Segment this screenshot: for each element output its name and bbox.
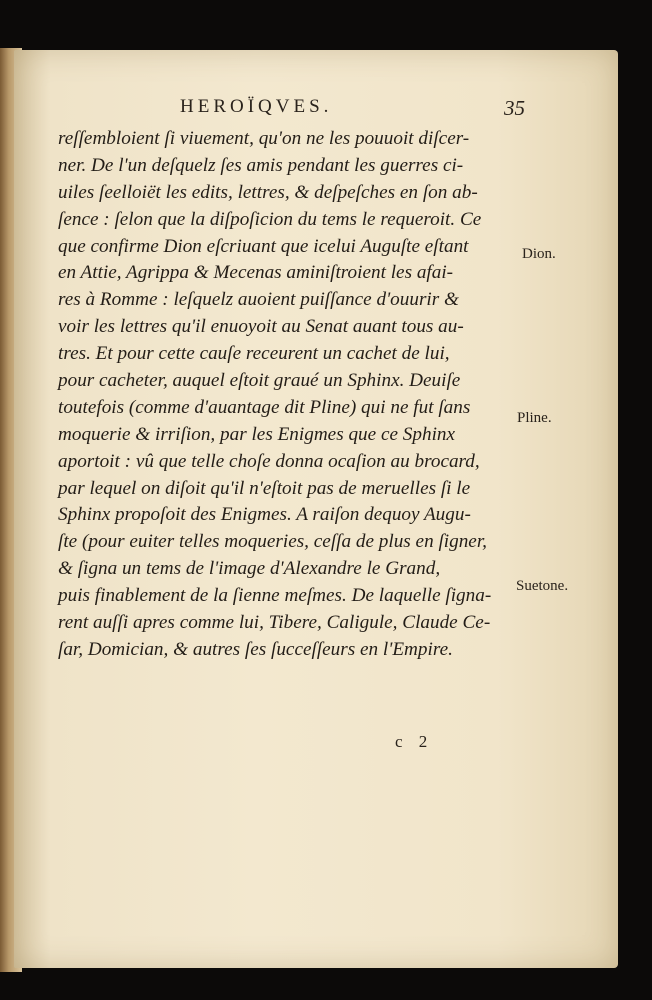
text-line: aportoit : vû que telle choſe donna ocaſion au brocard, [58,450,480,472]
text-line: ner. De l'un deſquelz ſes amis pendant les guerres ci- [58,154,464,176]
text-line: que confirme Dion eſcriuant que icelui Auguſte eſtant [58,235,469,257]
body-text [58,126,518,664]
text-line: en Attie, Agrippa & Mecenas aminiſtroient les afai- [58,262,454,284]
margin-note-suetone: Suetone. [516,578,569,594]
text-line: Sphinx propoſoit des Enigmes. A raiſon dequoy Augu- [58,504,471,526]
running-head: HEROÏQVES. [180,96,333,117]
text-line: puis finablement de la ſienne meſmes. De laquelle ſigna- [58,585,492,607]
signature-mark: c 2 [395,732,434,751]
text-line: rent auſſi apres comme lui, Tibere, Caligule, Claude Ce- [58,612,491,634]
margin-note-pline: Pline. [517,410,552,426]
text-line: ſar, Domician, & autres ſes ſucceſſeurs en l'Empire. [58,638,453,660]
text-line: par lequel on diſoit qu'il n'eſtoit pas de meruelles ſi le [58,477,471,499]
text-line: uiles ſeelloiët les edits, lettres, & deſpeſches en ſon ab- [58,181,478,203]
text-line: pour cacheter, auquel eſtoit graué un Sphinx. Deuiſe [58,370,461,392]
text-line: moquerie & irriſion, par les Enigmes que ce Sphinx [58,423,456,445]
text-line: & ſigna un tems de l'image d'Alexandre le Grand, [58,558,441,580]
text-line: ſte (pour euiter telles moqueries, ceſſa de plus en ſigner, [58,531,487,553]
margin-note-dion: Dion. [522,246,556,262]
text-line: reſſembloient ſi viuement, qu'on ne les pouuoit diſcer- [58,128,470,149]
page-number: 35 [504,96,525,120]
text-line: ſence : ſelon que la diſpoſicion du tems le requeroit. Ce [58,208,482,230]
text-line: toutefois (comme d'auantage dit Pline) qui ne fut ſans [58,396,471,418]
text-line: tres. Et pour cette cauſe receurent un cachet de lui, [58,343,450,365]
text-line: res à Romme : leſquelz auoient puiſſance d'ouurir & [58,289,459,311]
text-line: voir les lettres qu'il enuoyoit au Senat auant tous au- [58,316,464,338]
